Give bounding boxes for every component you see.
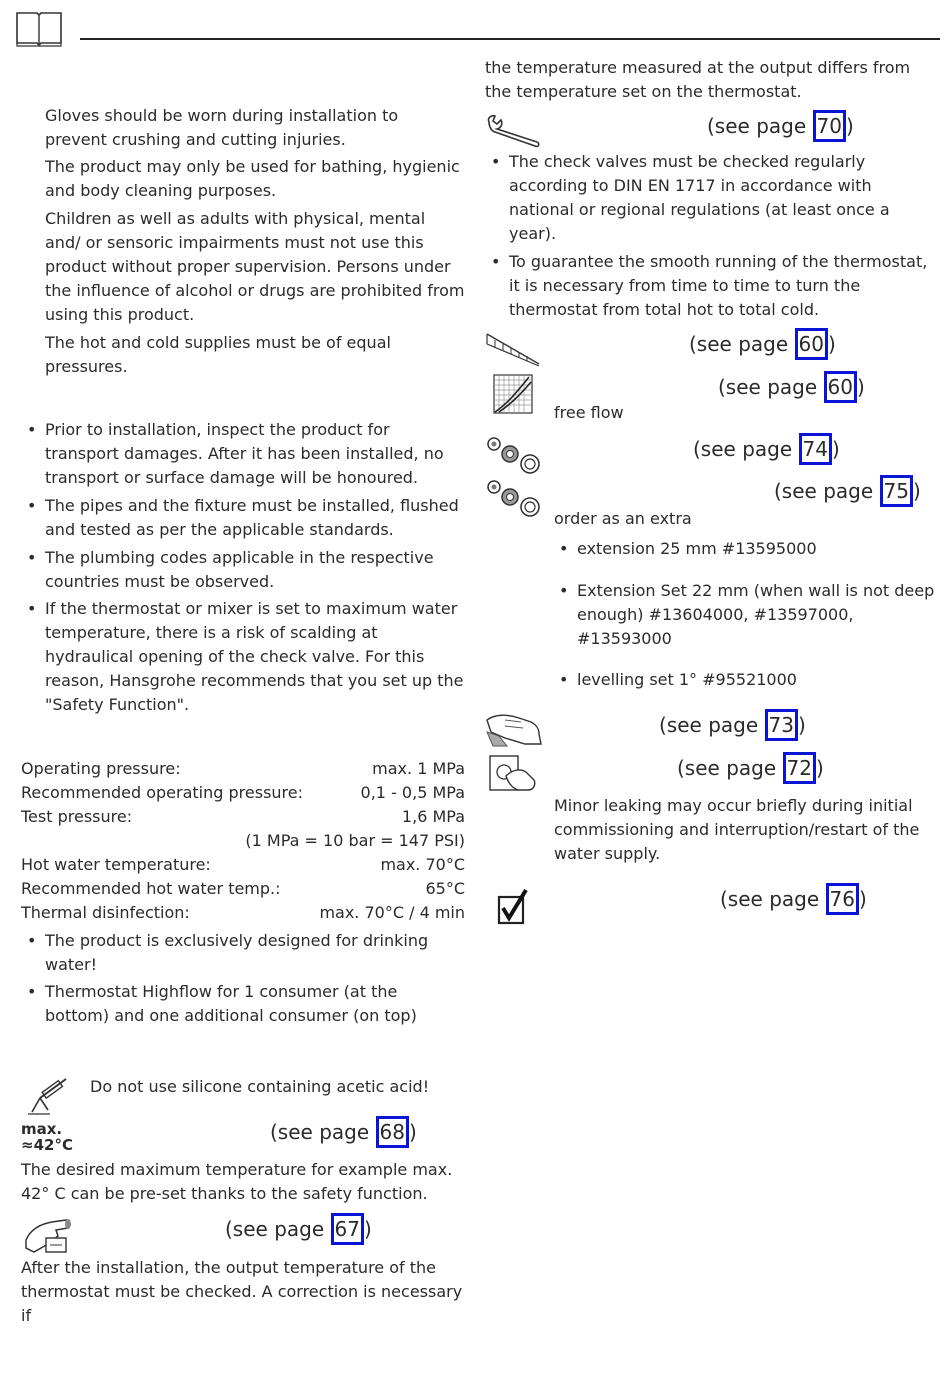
max-temp-value: ≈42°C xyxy=(21,1136,73,1154)
spec-value: 0,1 - 0,5 MPa xyxy=(360,783,465,802)
page-reference xyxy=(693,433,840,465)
list-item: • extension 25 mm #13595000 xyxy=(577,537,937,561)
spec-row xyxy=(21,805,465,829)
page-link-76[interactable]: 76 xyxy=(826,883,859,915)
spec-label: Thermal disinfection: xyxy=(21,903,190,922)
page-reference xyxy=(774,475,921,507)
see-page-close: ) xyxy=(408,1120,417,1144)
page-link-60[interactable]: 60 xyxy=(824,371,857,403)
list-item: • The product is exclusively designed for drinking water! xyxy=(45,929,465,977)
spec-row xyxy=(21,757,465,781)
see-page-text: (see page xyxy=(225,1217,331,1241)
header-rule xyxy=(80,38,940,40)
silicone-warning: Do not use silicone containing acetic acid! xyxy=(90,1077,430,1096)
page-reference xyxy=(707,110,854,142)
output-check-text: After the installation, the output temperature of the thermostat must be checked. A correction is necessary if xyxy=(21,1258,463,1325)
test-certificate-icon xyxy=(496,888,530,926)
spec-label: Hot water temperature: xyxy=(21,855,211,874)
cleaning-hand-icon xyxy=(485,710,543,748)
order-extra-label: order as an extra xyxy=(554,509,692,528)
see-page-text: (see page xyxy=(693,437,799,461)
max-temp-label: max. xyxy=(21,1120,63,1138)
see-page-text: (see page xyxy=(677,756,783,780)
page-link-70[interactable]: 70 xyxy=(813,110,846,142)
see-page-text: (see page xyxy=(689,332,795,356)
page-link-73[interactable]: 73 xyxy=(765,709,798,741)
see-page-close: ) xyxy=(831,437,840,461)
list-item: • Thermostat Highflow for 1 consumer (at the bottom) and one additional consumer (on top) xyxy=(45,980,465,1028)
see-page-close: ) xyxy=(856,375,865,399)
see-page-text: (see page xyxy=(659,713,765,737)
spec-row xyxy=(21,829,465,853)
see-page-close: ) xyxy=(815,756,824,780)
list-item: • The pipes and the fixture must be installed, flushed and tested as per the applicable standards. xyxy=(45,494,465,542)
page-reference xyxy=(718,371,865,403)
operation-hand-icon xyxy=(488,754,538,794)
flow-diagram-icon xyxy=(493,374,533,414)
spec-row xyxy=(21,853,465,877)
spare-parts-icon xyxy=(486,436,542,476)
page-reference xyxy=(689,328,836,360)
book-icon xyxy=(15,9,63,49)
see-page-close: ) xyxy=(827,332,836,356)
page-reference xyxy=(659,709,806,741)
safety-paragraph: Children as well as adults with physical, mental and/ or sensoric impairments must not use this product without proper supervision. Persons under the influence of alcohol or drugs are prohibited from using this product. xyxy=(45,209,465,324)
list-item: • Extension Set 22 mm (when wall is not deep enough) #13604000, #13597000, #13593000 xyxy=(577,579,937,651)
page-reference xyxy=(677,752,824,784)
safety-paragraph: The product may only be used for bathing, hygienic and body cleaning purposes. xyxy=(45,157,460,200)
spec-value: 65°C xyxy=(425,879,465,898)
spec-value: max. 70°C / 4 min xyxy=(319,903,465,922)
list-item: • Prior to installation, inspect the product for transport damages. After it has been installed, no transport or surface damage will be honoured. xyxy=(45,418,465,490)
see-page-close: ) xyxy=(845,114,854,138)
list-item: • To guarantee the smooth running of the thermostat, it is necessary from time to time to turn the thermostat from total hot to total cold. xyxy=(509,250,929,322)
spec-label: Test pressure: xyxy=(21,807,133,826)
spec-row xyxy=(21,877,465,901)
spec-label: Recommended hot water temp.: xyxy=(21,879,281,898)
page-link-72[interactable]: 72 xyxy=(783,752,816,784)
page-link-75[interactable]: 75 xyxy=(880,475,913,507)
see-page-close: ) xyxy=(363,1217,372,1241)
safety-function-text: The desired maximum temperature for example max. 42° C can be pre-set thanks to the safety function. xyxy=(21,1160,453,1203)
see-page-text: (see page xyxy=(720,887,826,911)
see-page-close: ) xyxy=(912,479,921,503)
see-page-text: (see page xyxy=(718,375,824,399)
page-reference xyxy=(720,883,867,915)
wrench-icon xyxy=(485,114,541,150)
page-link-60[interactable]: 60 xyxy=(795,328,828,360)
page-reference xyxy=(270,1116,417,1148)
safety-paragraph: The hot and cold supplies must be of equal pressures. xyxy=(45,333,391,376)
spec-value: max. 1 MPa xyxy=(372,759,465,778)
spec-value: (1 MPa = 10 bar = 147 PSI) xyxy=(245,831,465,850)
page-link-67[interactable]: 67 xyxy=(331,1213,364,1245)
page-reference xyxy=(225,1213,372,1245)
spec-row xyxy=(21,901,465,925)
spare-parts-icon xyxy=(486,479,542,519)
page-link-68[interactable]: 68 xyxy=(376,1116,409,1148)
see-page-text: (see page xyxy=(270,1120,376,1144)
see-page-text: (see page xyxy=(774,479,880,503)
see-page-close: ) xyxy=(858,887,867,911)
list-item: • The plumbing codes applicable in the respective countries must be observed. xyxy=(45,546,465,594)
safety-paragraph: Gloves should be worn during installation to prevent crushing and cutting injuries. xyxy=(45,106,399,149)
list-item: • levelling set 1° #95521000 xyxy=(577,668,937,692)
see-page-close: ) xyxy=(797,713,806,737)
page-link-74[interactable]: 74 xyxy=(799,433,832,465)
dimensions-icon xyxy=(485,330,543,370)
list-item: • The check valves must be checked regularly according to DIN EN 1717 in accordance with national or regional regulations (at least once a year). xyxy=(509,150,929,246)
see-page-text: (see page xyxy=(707,114,813,138)
list-item: • If the thermostat or mixer is set to maximum water temperature, there is a risk of scalding at hydraulical opening of the check valve. For this reason, Hansgrohe recommends that you set up the "Safety Function". xyxy=(45,597,465,717)
spec-label: Recommended operating pressure: xyxy=(21,783,303,802)
free-flow-label: free flow xyxy=(554,403,624,422)
silicone-gun-icon xyxy=(26,1076,72,1116)
spec-value: max. 70°C xyxy=(380,855,465,874)
spec-row xyxy=(21,781,465,805)
temperature-check-icon xyxy=(22,1214,72,1256)
spec-value: 1,6 MPa xyxy=(401,807,465,826)
leak-note: Minor leaking may occur briefly during initial commissioning and interruption/restart of the water supply. xyxy=(554,796,920,863)
continued-text: the temperature measured at the output differs from the temperature set on the thermostat. xyxy=(485,58,911,101)
spec-label: Operating pressure: xyxy=(21,759,181,778)
